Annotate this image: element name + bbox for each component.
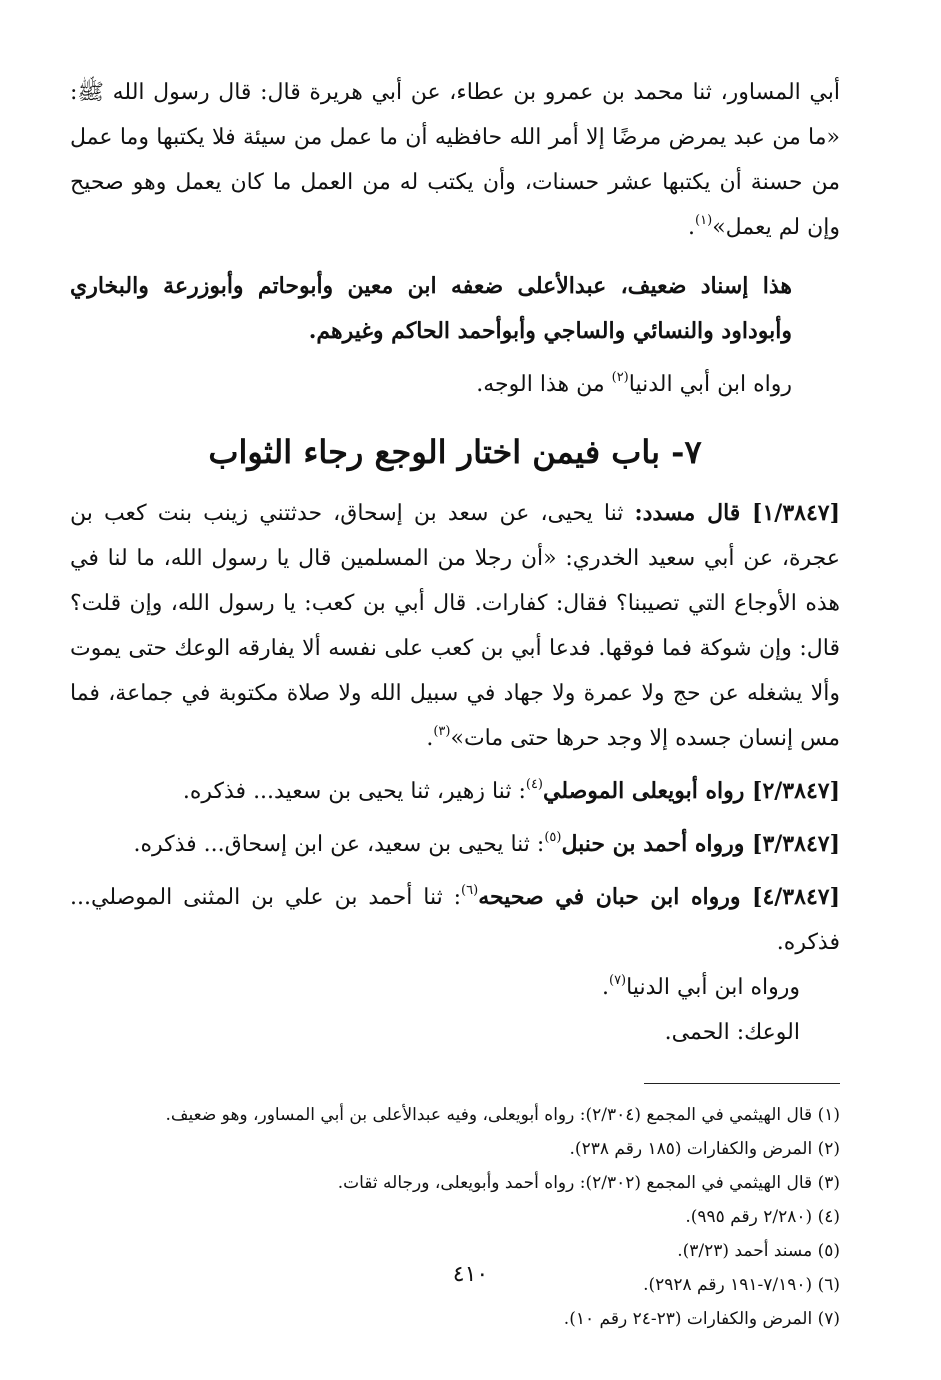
hadith-text: ثنا يحيى، عن سعد بن إسحاق، حدثتني زينب بنت كعب بن عجرة، عن أبي سعيد الخدري: «أن رجلا من المسلمين قال يا رسول الله، ما لنا في هذه الأوجاع التي تصيبنا؟ فقال: كفارات. قال أبي بن كعب: يا رسول الله، وإن قلت؟ قال: وإن شوكة فما فوقها. فدعا أبي بن كعب على نفسه ألا يفارقه الوعك حتى يموت وألا يشغله عن حج ولا عمرة ولا جهاد في سبيل الله ولا صلاة مكتوبة في جماعة، فما مس إنسان جسده إلا وجد حرها حتى مات» [70, 501, 840, 751]
footnote: (٥) مسند أحمد (٣/٢٣). [677, 1241, 840, 1261]
variant-text: : ثنا أحمد بن علي بن المثنى الموصلي... فذكره. [70, 885, 840, 955]
variant-paragraph [70, 769, 840, 814]
footnote-ref-7: (٧) [608, 973, 627, 988]
footnote-ref-3: (٣) [433, 724, 451, 739]
footnotes-list [70, 1098, 840, 1336]
footnote: (٤) (٢/٢٨٠ رقم ٩٩٥). [685, 1207, 840, 1227]
variant-lead: ورواه أحمد بن حنبل [561, 831, 753, 857]
footnote-ref-1: (١) [695, 213, 713, 228]
footnote: (٢) المرض والكفارات (١٨٥ رقم ٢٣٨). [569, 1139, 840, 1159]
variant-paragraph [70, 822, 840, 867]
hadith-end: . [426, 726, 434, 751]
closing-dunya-text: ورواه ابن أبي الدنيا [626, 975, 800, 1000]
footnote: (١) قال الهيثمي في المجمع (٢/٣٠٤): رواه أبويعلى، وفيه عبدالأعلى بن أبي المساور، وهو ضعيف. [165, 1105, 840, 1125]
intro-paragraph [70, 70, 840, 250]
variant-lead: رواه أبويعلى الموصلي [543, 778, 753, 804]
dunya-narration-lead: رواه ابن أبي الدنيا [628, 372, 792, 397]
book-page [70, 70, 840, 1336]
variant-text: : ثنا زهير، ثنا يحيى بن سعيد... فذكره. [182, 779, 526, 804]
variant-text: : ثنا يحيى بن سعيد، عن ابن إسحاق... فذكره. [133, 832, 545, 857]
variant-number: [٤/٣٨٤٧] [752, 884, 840, 910]
grading-paragraph: هذا إسناد ضعيف، عبدالأعلى ضعفه ابن معين وأبوحاتم وأبوزرعة والبخاري وأبوداود والنسائي والساجي وأبوأحمد الحاكم وغيرهم. [70, 273, 792, 344]
variant-number: [٣/٣٨٤٧] [752, 831, 840, 857]
footnote-ref-6: (٦) [461, 883, 479, 898]
footnote: (٦) (٧/١٩٠-١٩١ رقم ٢٩٢٨). [643, 1275, 840, 1295]
closing-dunya [70, 965, 840, 1010]
intro-text: أبي المساور، ثنا محمد بن عمرو بن عطاء، عن أبي هريرة قال: قال رسول الله ﷺ: «ما من عبد يمرض مرضًا إلا أمر الله حافظيه أن ما عمل من سيئة فلا يكتبها وما عمل من حسنة أن يكتبها عشر حسنات، وأن يكتب له من العمل ما كان يعمل وهو صحيح وإن لم يعمل» [70, 80, 840, 240]
variant-lead: ورواه ابن حبان في صحيحه [478, 884, 753, 910]
hadith-number: [١/٣٨٤٧] [752, 500, 841, 526]
hadith-paragraph [70, 491, 840, 761]
hadith-lead: قال مسدد: [634, 500, 753, 526]
footnote: (٧) المرض والكفارات (٢٣-٢٤ رقم ١٠). [563, 1309, 840, 1329]
footnote-ref-5: (٥) [544, 830, 562, 845]
footnote: (٣) قال الهيثمي في المجمع (٢/٣٠٢): رواه أحمد وأبويعلى، ورجاله ثقات. [337, 1173, 840, 1193]
footnote-ref-4: (٤) [525, 777, 543, 792]
dunya-narration-tail: من هذا الوجه. [476, 372, 612, 397]
footnote-separator [644, 1083, 840, 1084]
dunya-narration [70, 362, 840, 407]
variant-paragraph [70, 875, 840, 965]
intro-end: . [688, 215, 696, 240]
variant-number: [٢/٣٨٤٧] [752, 778, 840, 804]
closing-dunya-end: . [601, 975, 609, 1000]
gloss-line: الوعك: الحمى. [664, 1020, 800, 1045]
chapter-heading: ٧- باب فيمن اختار الوجع رجاء الثواب [208, 433, 702, 471]
footnote-separator-wrap [70, 1055, 840, 1098]
footnote-ref-2: (٢) [611, 370, 629, 385]
page-number: ٤١٠ [452, 1262, 489, 1287]
